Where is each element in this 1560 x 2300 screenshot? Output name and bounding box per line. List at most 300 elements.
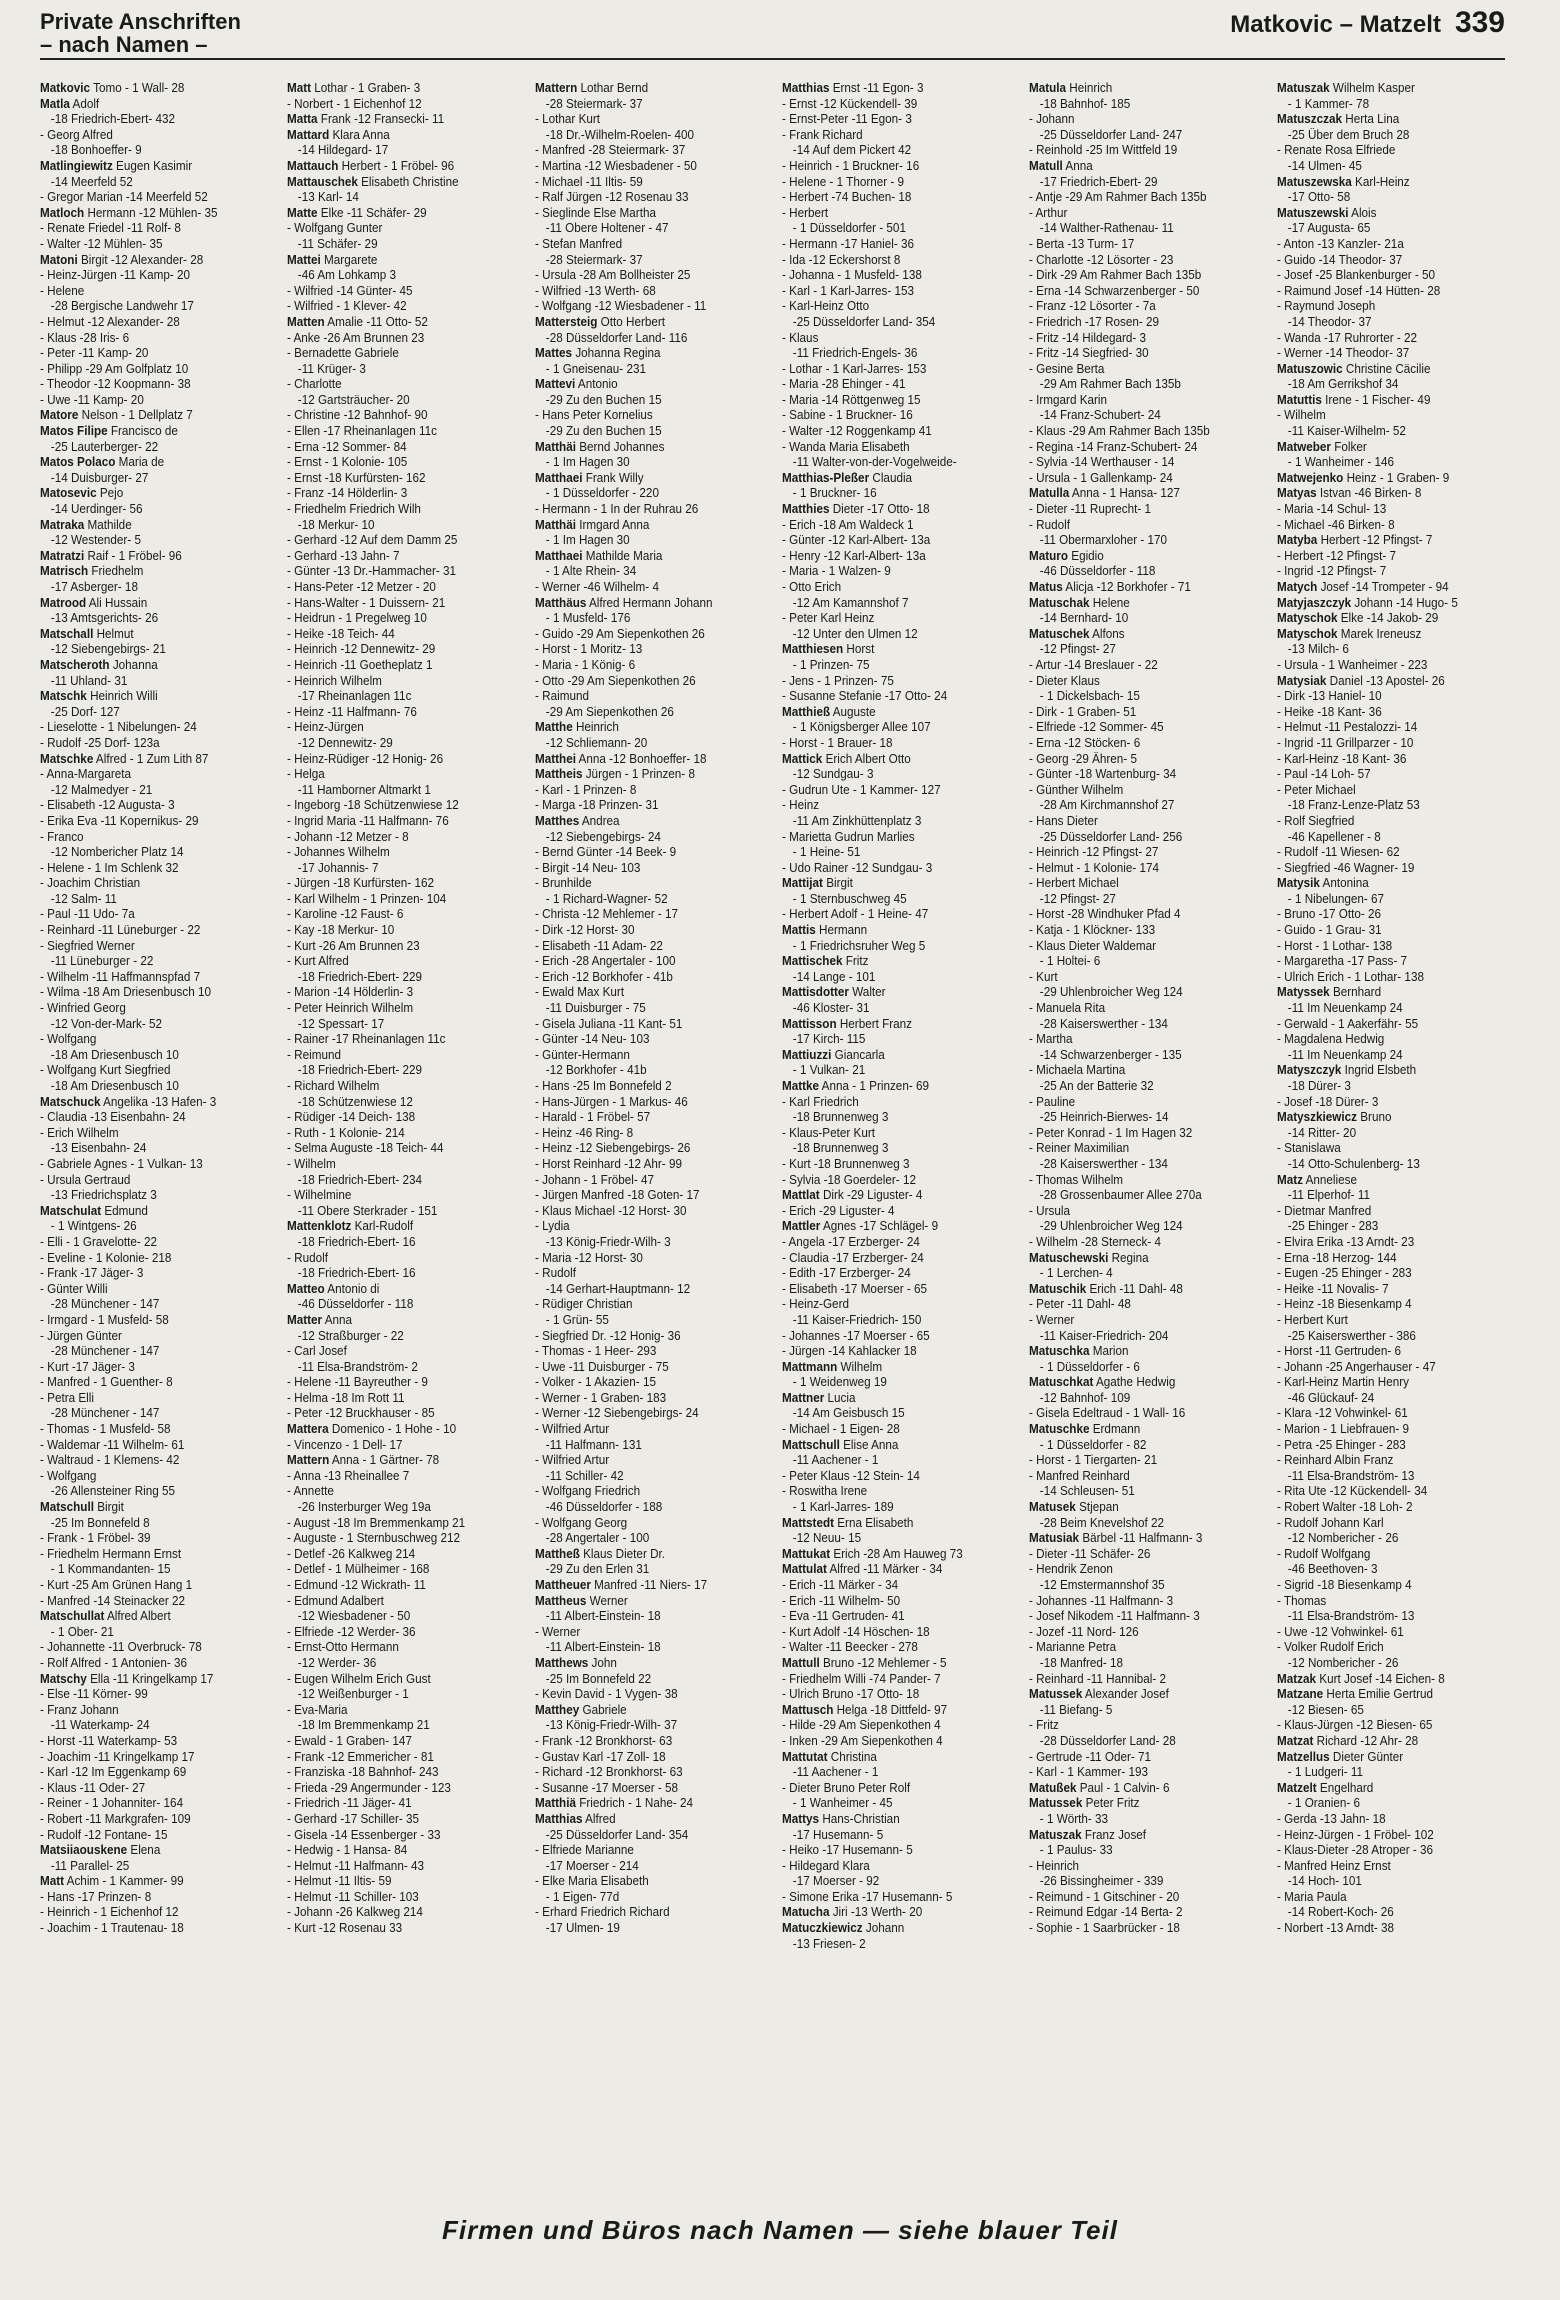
entry-text: - Joachim -11 Kringelkamp 17 [40, 1748, 195, 1764]
listing-entry [287, 1468, 525, 1484]
listing-entry [782, 439, 1020, 455]
entry-text: Antonio di [325, 1280, 380, 1296]
surname: Matthews [534, 1654, 588, 1670]
entry-text: - Kurt -12 Rosenau 33 [287, 1920, 403, 1936]
listing-entry [535, 626, 773, 642]
listing-entry [287, 1795, 525, 1811]
listing-entry [535, 938, 773, 954]
surname-entry [782, 1749, 1020, 1765]
entry-text: -11 Kaiser-Friedrich- 150 [792, 1311, 922, 1327]
listing-entry [1029, 1328, 1267, 1344]
entry-text: -46 Kloster- 31 [792, 1000, 870, 1016]
entry-text: - Guido -29 Am Siepenkothen 26 [534, 625, 705, 641]
entry-text: - Wilhelm -11 Haffmannspfad 7 [40, 968, 201, 984]
entry-text: - Dieter -11 Ruprecht- 1 [1029, 501, 1152, 517]
listing-entry [535, 1312, 773, 1328]
surname-entry [1277, 1733, 1515, 1749]
entry-text: - 1 Kammer- 78 [1287, 95, 1369, 111]
listing-entry [40, 1827, 278, 1843]
listing-entry [782, 1468, 1020, 1484]
entry-text: -11 Elsa-Brandström- 13 [1287, 1608, 1415, 1624]
entry-text: Klara Anna [329, 126, 391, 142]
entry-text: - Richard Wilhelm [287, 1078, 380, 1093]
entry-text: - Regina -14 Franz-Schubert- 24 [1029, 438, 1198, 454]
surname-entry [40, 423, 278, 439]
entry-text: - Michaela Martina [1029, 1062, 1126, 1078]
listing-entry [535, 1827, 773, 1843]
surname: Matos Polaco [40, 454, 116, 470]
listing-entry [1029, 1889, 1267, 1905]
surname-entry [782, 953, 1020, 969]
surname: Mattauschek [287, 173, 359, 189]
entry-text: - Rudolf Johann Karl [1276, 1514, 1384, 1530]
surname-entry [782, 80, 1020, 96]
surname-entry [287, 111, 525, 127]
listing-entry [782, 595, 1020, 611]
entry-text: - Annette [287, 1483, 335, 1499]
entry-text: - Reimund Edgar -14 Berta- 2 [1029, 1904, 1183, 1920]
listing-entry [535, 1016, 773, 1032]
entry-text: - Ewald Max Kurt [534, 984, 624, 1000]
listing-entry [40, 1468, 278, 1484]
listing-entry [287, 1671, 525, 1687]
listing-entry [535, 1047, 773, 1063]
listing-entry [1029, 1312, 1267, 1328]
listing-entry [40, 1780, 278, 1796]
entry-text: - Sylvia -14 Werthauser - 14 [1029, 454, 1175, 470]
listing-entry [782, 252, 1020, 268]
listing-entry [535, 1499, 773, 1515]
entry-text: - Maria - 1 Walzen- 9 [781, 563, 891, 579]
entry-text: -18 Am Gerrikshof 34 [1287, 376, 1399, 392]
entry-text: - Michael - 1 Eigen- 28 [781, 1421, 900, 1437]
entry-text: - Gustav Karl -17 Zoll- 18 [534, 1748, 666, 1764]
entry-text: - Antje -29 Am Rahmer Bach 135b [1029, 189, 1207, 205]
listing-entry [782, 735, 1020, 751]
entry-text: -11 Hamborner Altmarkt 1 [298, 781, 432, 797]
surname-entry [1029, 548, 1267, 564]
entry-text: - Erich -12 Borkhofer - 41b [534, 968, 673, 984]
surname: Matthaei [534, 469, 583, 485]
entry-text: - Charlotte [287, 376, 342, 392]
listing-entry [40, 984, 278, 1000]
entry-text: - Klara -12 Vohwinkel- 61 [1276, 1405, 1408, 1421]
entry-text: - Gerhard -17 Schiller- 35 [287, 1810, 420, 1826]
surname-entry [535, 719, 773, 735]
entry-text: - Reiner Maximilian [1029, 1140, 1130, 1156]
listing-entry [1029, 1234, 1267, 1250]
listing-entry [535, 1624, 773, 1640]
entry-text: - Heinz -12 Siebengebirgs- 26 [534, 1140, 691, 1156]
entry-text: - Reinhold -25 Im Wittfeld 19 [1029, 142, 1178, 158]
listing-entry [1277, 953, 1515, 969]
entry-text: - Edmund Adalbert [287, 1592, 385, 1608]
entry-text: - Peter -11 Dahl- 48 [1029, 1296, 1132, 1312]
entry-text: Otto Herbert [597, 313, 665, 329]
entry-text: Frank -12 Fransecki- 11 [317, 111, 445, 127]
listing-entry [40, 938, 278, 954]
entry-text: - Dirk -13 Haniel- 10 [1276, 688, 1382, 704]
listing-entry [287, 454, 525, 470]
entry-text: - Heinz-Gerd [781, 1296, 849, 1312]
entry-text: - Sieglinde Else Martha [534, 204, 656, 220]
entry-text: Margarete [321, 251, 378, 267]
surname: Mattauch [287, 157, 339, 173]
entry-text: - Wanda -17 Ruhrorter - 22 [1276, 329, 1417, 345]
entry-text: Wilhelm [837, 1358, 883, 1374]
entry-text: Werner [586, 1592, 628, 1608]
surname-entry [40, 1203, 278, 1219]
directory-column-5 [1029, 80, 1267, 2190]
listing-entry [535, 1671, 773, 1687]
listing-entry [1277, 1296, 1515, 1312]
listing-entry [287, 1686, 525, 1702]
surname-entry [1029, 158, 1267, 174]
listing-entry [40, 1281, 278, 1297]
entry-text: -11 Albert-Einstein- 18 [545, 1608, 661, 1624]
entry-text: - Vincenzo - 1 Dell- 17 [287, 1436, 403, 1452]
listing-entry [1277, 1499, 1515, 1515]
entry-text: -11 Aachener - 1 [792, 1764, 879, 1780]
listing-entry [40, 1390, 278, 1406]
entry-text: -28 Kaiserswerther - 134 [1040, 1155, 1169, 1171]
entry-text: - Thomas - 1 Heer- 293 [534, 1343, 657, 1359]
listing-entry [1029, 1811, 1267, 1827]
listing-entry [1029, 376, 1267, 392]
listing-entry [1029, 1156, 1267, 1172]
entry-text: - Werner - 1 Graben- 183 [534, 1389, 666, 1405]
listing-entry [535, 1250, 773, 1266]
surname: Maturo [1029, 547, 1069, 563]
listing-entry [1029, 111, 1267, 127]
entry-text: -18 Manfred- 18 [1040, 1654, 1124, 1670]
listing-entry [40, 891, 278, 907]
listing-entry [1277, 891, 1515, 907]
listing-entry [782, 1842, 1020, 1858]
listing-entry [40, 220, 278, 236]
listing-entry [1029, 220, 1267, 236]
listing-entry [1277, 1717, 1515, 1733]
entry-text: - Herbert -12 Pfingst- 7 [1276, 547, 1396, 563]
listing-entry [782, 1312, 1020, 1328]
listing-entry [535, 361, 773, 377]
listing-entry [40, 1437, 278, 1453]
surname: Matucha [781, 1904, 830, 1920]
listing-entry [287, 267, 525, 283]
listing-entry [782, 1156, 1020, 1172]
surname-entry [535, 548, 773, 564]
listing-entry [40, 766, 278, 782]
surname: Matuszowic [1276, 360, 1343, 376]
listing-entry [1029, 688, 1267, 704]
entry-text: Johann [862, 1920, 905, 1936]
entry-text: Johanna [109, 656, 158, 672]
entry-text: - Else -11 Körner- 99 [40, 1686, 148, 1702]
entry-text: -29 Zu den Erlen 31 [545, 1561, 649, 1577]
entry-text: -12 Wiesbadener - 50 [298, 1608, 411, 1624]
listing-entry [782, 782, 1020, 798]
listing-entry [782, 158, 1020, 174]
listing-entry [40, 641, 278, 657]
entry-text: Engelhard [1316, 1779, 1373, 1795]
listing-entry [287, 1624, 525, 1640]
listing-entry [535, 1515, 773, 1531]
entry-text: - Erich Wilhelm [40, 1124, 119, 1140]
entry-text: -18 Friedrich-Ebert- 432 [50, 111, 175, 127]
listing-entry [782, 1234, 1020, 1250]
entry-text: Erich Albert Otto [822, 750, 911, 766]
listing-entry [535, 1764, 773, 1780]
listing-entry [1029, 922, 1267, 938]
entry-text: - Klaus -29 Am Rahmer Bach 135b [1029, 423, 1211, 439]
listing-entry [1277, 782, 1515, 798]
entry-text: -25 Düsseldorfer Land- 354 [545, 1826, 688, 1842]
surname: Mattenklotz [287, 1218, 352, 1234]
entry-text: -13 Milch- 6 [1287, 641, 1349, 657]
entry-text: - Michael -11 Iltis- 59 [534, 173, 643, 189]
entry-text: - Wolfgang [40, 1031, 97, 1047]
entry-text: -46 Beethoven- 3 [1287, 1561, 1378, 1577]
entry-text: - Hans -25 Im Bonnefeld 2 [534, 1078, 672, 1093]
surname-entry [1277, 485, 1515, 501]
entry-text: - Wolfgang Gunter [287, 220, 383, 236]
listing-entry [782, 298, 1020, 314]
listing-entry [40, 330, 278, 346]
entry-text: -14 Gerhart-Hauptmann- 12 [545, 1280, 690, 1296]
listing-entry [782, 314, 1020, 330]
directory-column-3 [535, 80, 773, 2190]
entry-text: - Walter -11 Beecker - 278 [781, 1639, 918, 1655]
listing-entry [782, 548, 1020, 564]
entry-text: - Gabriele Agnes - 1 Vulkan- 13 [40, 1155, 203, 1171]
surname: Mattschull [781, 1436, 840, 1452]
listing-entry [535, 1156, 773, 1172]
entry-text: - Jürgen Günter [40, 1327, 122, 1343]
listing-entry [40, 1811, 278, 1827]
listing-entry [782, 142, 1020, 158]
entry-text: - Heike -18 Teich- 44 [287, 625, 396, 641]
listing-entry [782, 392, 1020, 408]
entry-text: Irmgard Anna [575, 516, 650, 532]
entry-text: - Karoline -12 Faust- 6 [287, 906, 404, 922]
entry-text: - Klaus-Jürgen -12 Biesen- 65 [1276, 1717, 1433, 1733]
listing-entry [535, 407, 773, 423]
listing-entry [40, 1374, 278, 1390]
entry-text: - 1 Holtei- 6 [1040, 953, 1101, 969]
listing-entry [287, 1608, 525, 1624]
surname-entry [1277, 111, 1515, 127]
entry-text: Alfred - 1 Zum Lith 87 [93, 750, 209, 766]
listing-entry [287, 1655, 525, 1671]
listing-entry [40, 1904, 278, 1920]
entry-text: Richard -12 Ahr- 28 [1313, 1732, 1418, 1748]
entry-text: Alexander Josef [1082, 1686, 1170, 1702]
entry-text: - Wolfgang Georg [534, 1514, 627, 1530]
entry-text: - Wolfgang -12 Wiesbadener - 11 [534, 298, 706, 314]
entry-text: - Franz -12 Lösorter - 7a [1029, 298, 1157, 314]
listing-entry [535, 392, 773, 408]
listing-entry [1277, 1234, 1515, 1250]
listing-entry [782, 1140, 1020, 1156]
listing-entry [782, 1827, 1020, 1843]
entry-text: - Heike -18 Kant- 36 [1276, 703, 1382, 719]
surname: Matten [287, 313, 326, 329]
listing-entry [1277, 501, 1515, 517]
entry-text: -28 Münchener - 147 [50, 1405, 160, 1421]
entry-text: Hermann -12 Mühlen- 35 [84, 204, 218, 220]
listing-entry [1029, 1577, 1267, 1593]
surname-entry [782, 751, 1020, 767]
surname-entry [40, 1608, 278, 1624]
entry-text: -11 Elperhof- 11 [1287, 1187, 1370, 1203]
listing-entry [40, 1062, 278, 1078]
entry-text: - Waldemar -11 Wilhelm- 61 [40, 1436, 185, 1452]
listing-entry [782, 938, 1020, 954]
listing-entry [782, 1109, 1020, 1125]
entry-text: - 1 Vulkan- 21 [792, 1062, 866, 1078]
listing-entry [535, 1780, 773, 1796]
entry-text: Erdmann [1089, 1421, 1141, 1437]
listing-entry [535, 1343, 773, 1359]
listing-entry [1029, 1109, 1267, 1125]
surname-entry [1029, 579, 1267, 595]
entry-text: - Heinz-Jürgen [287, 719, 365, 735]
surname: Matuschke [1029, 1421, 1090, 1437]
listing-entry [535, 1296, 773, 1312]
surname-entry [535, 1577, 773, 1593]
entry-text: - Werner [534, 1623, 580, 1639]
entry-text: Antonio [574, 376, 618, 392]
listing-entry [782, 1265, 1020, 1281]
entry-text: - Pauline [1029, 1093, 1076, 1109]
entry-text: - Georg Alfred [40, 126, 113, 142]
surname: Matuttis [1276, 391, 1322, 407]
entry-text: - Rüdiger -14 Deich- 138 [287, 1109, 416, 1125]
listing-entry [1277, 766, 1515, 782]
listing-entry [1029, 1561, 1267, 1577]
entry-text: - Günther Wilhelm [1029, 781, 1124, 797]
entry-text: - Marion -14 Hölderlin- 3 [287, 984, 414, 1000]
listing-entry [1029, 1733, 1267, 1749]
listing-entry [40, 969, 278, 985]
listing-entry [1029, 1593, 1267, 1609]
listing-entry [1277, 844, 1515, 860]
listing-entry [287, 423, 525, 439]
surname-entry [1029, 1374, 1267, 1390]
entry-text: - Eveline - 1 Kolonie- 218 [40, 1249, 172, 1265]
entry-text: - Johannes Wilhelm [287, 844, 391, 860]
surname: Matyas [1276, 485, 1317, 501]
listing-entry [535, 174, 773, 190]
entry-text: - Friedrich -11 Jäger- 41 [287, 1795, 412, 1811]
surname-entry [535, 1546, 773, 1562]
listing-entry [287, 1561, 525, 1577]
entry-text: Helene [1089, 594, 1131, 610]
listing-entry [287, 1125, 525, 1141]
listing-entry [40, 1031, 278, 1047]
listing-entry [535, 1468, 773, 1484]
surname: Matthias [781, 80, 830, 95]
listing-entry [1277, 969, 1515, 985]
entry-text: -11 Aachener - 1 [792, 1452, 879, 1468]
entry-text: - Horst -11 Waterkamp- 53 [40, 1732, 178, 1748]
listing-entry [287, 220, 525, 236]
entry-text: -14 Theodor- 37 [1287, 313, 1372, 329]
surname-entry [782, 1904, 1020, 1920]
surname-entry [1277, 361, 1515, 377]
surname: Matloch [40, 204, 85, 220]
surname-entry [535, 1795, 773, 1811]
entry-text: Bernd Johannes [575, 438, 665, 454]
entry-text: -28 Düsseldorfer Land- 116 [545, 329, 688, 345]
entry-text: Irene - 1 Fischer- 49 [1321, 391, 1431, 407]
surname: Matuczkiewicz [781, 1920, 863, 1936]
surname: Matschy [40, 1670, 87, 1686]
entry-text: - Reinhard Albin Franz [1276, 1452, 1394, 1468]
listing-entry [1029, 283, 1267, 299]
listing-entry [535, 1639, 773, 1655]
entry-text: Elke -14 Jakob- 29 [1337, 610, 1438, 626]
entry-text: -14 Ritter- 20 [1287, 1124, 1356, 1140]
entry-text: - Frieda -29 Angermunder - 123 [287, 1779, 452, 1795]
listing-entry [40, 1686, 278, 1702]
entry-text: - Heinrich - 1 Eichenhof 12 [40, 1904, 179, 1920]
entry-text: - Kurt Alfred [287, 953, 350, 969]
entry-text: -17 Ulmen- 19 [545, 1920, 620, 1936]
entry-text: - Raimund Josef -14 Hütten- 28 [1276, 282, 1440, 298]
entry-text: - Günter -12 Karl-Albert- 13a [781, 532, 931, 548]
surname-entry [535, 439, 773, 455]
surname-entry [40, 1873, 278, 1889]
entry-text: - Frank -17 Jäger- 3 [40, 1265, 144, 1281]
surname: Matuszewska [1276, 173, 1352, 189]
entry-text: - Horst -11 Gertruden- 6 [1276, 1343, 1401, 1359]
surname-entry [535, 345, 773, 361]
surname: Matratzi [40, 547, 85, 563]
entry-text: - Reinhard -11 Hannibal- 2 [1029, 1670, 1167, 1686]
surname-entry [40, 1842, 278, 1858]
listing-entry [1029, 1140, 1267, 1156]
entry-text: Bernhard [1329, 984, 1381, 1000]
entry-text: - 1 Nibelungen- 67 [1287, 890, 1384, 906]
listing-entry [535, 1873, 773, 1889]
listing-entry [535, 205, 773, 221]
entry-text: - Rolf Siegfried [1276, 812, 1355, 828]
entry-text: -12 Salm- 11 [50, 890, 117, 906]
entry-text: - Helmut -11 Halfmann- 43 [287, 1857, 425, 1873]
entry-text: - Anna-Margareta [40, 766, 132, 782]
listing-entry [40, 345, 278, 361]
entry-text: - Dietmar Manfred [1276, 1202, 1371, 1218]
surname-entry [1029, 1780, 1267, 1796]
entry-text: - Hans Dieter [1029, 812, 1099, 828]
entry-text: Jiri -13 Werth- 20 [829, 1904, 923, 1920]
entry-text: - Rita Ute -12 Kückendell- 34 [1276, 1483, 1427, 1499]
entry-text: -14 Robert-Koch- 26 [1287, 1904, 1394, 1920]
listing-entry [40, 470, 278, 486]
listing-entry [1029, 501, 1267, 517]
listing-entry [535, 1749, 773, 1765]
listing-entry [782, 563, 1020, 579]
entry-text: - Horst -28 Windhuker Pfad 4 [1029, 906, 1181, 922]
entry-text: - Ruth - 1 Kolonie- 214 [287, 1124, 406, 1140]
listing-entry [782, 1593, 1020, 1609]
entry-text: - Klaus -28 Iris- 6 [40, 329, 130, 345]
listing-entry [535, 236, 773, 252]
entry-text: - Gerhard -13 Jahn- 7 [287, 547, 400, 563]
entry-text: - Peter Heinrich Wilhelm [287, 1000, 414, 1016]
entry-text: - Elfriede -12 Sommer- 45 [1029, 719, 1164, 735]
